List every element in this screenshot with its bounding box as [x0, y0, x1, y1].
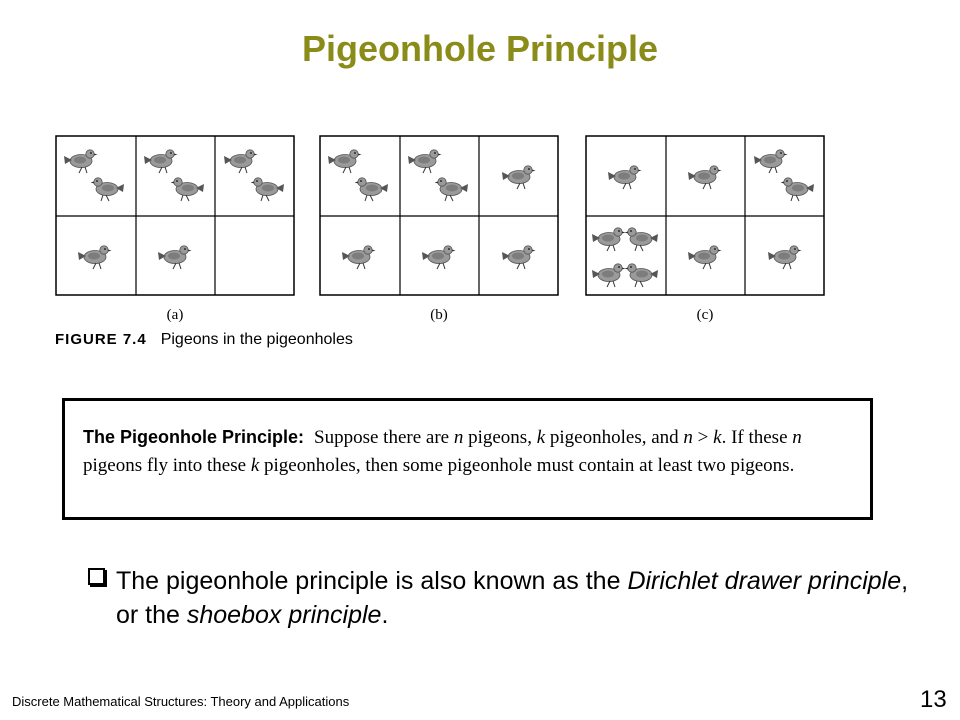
- page-number: 13: [920, 686, 947, 713]
- footer-course-title: Discrete Mathematical Structures: Theory and Applications: [12, 694, 350, 709]
- panel-label-a: (a): [166, 307, 184, 323]
- pigeonhole-grid-b: [319, 135, 559, 296]
- dirichlet-term: Dirichlet drawer principle: [627, 567, 902, 595]
- var-n: n: [683, 427, 693, 448]
- principle-text: pigeonholes, then some pigeonhole must contain at least two pigeons.: [259, 455, 795, 476]
- shoebox-term: shoebox principle: [186, 601, 382, 629]
- var-k: k: [713, 427, 722, 448]
- bullet-text: The pigeonhole principle is also known as the Dirichlet drawer principle, or the shoebox principle.: [116, 567, 909, 629]
- principle-statement: [83, 423, 863, 480]
- bullet-point: [88, 564, 928, 632]
- panel-label-c: (c): [696, 307, 714, 323]
- principle-text: Suppose there are: [314, 427, 454, 448]
- principle-box: [62, 398, 873, 520]
- pigeon-figure: [55, 135, 835, 360]
- var-k: k: [250, 455, 260, 476]
- var-n: n: [792, 427, 802, 448]
- principle-lead: The Pigeonhole Principle:: [83, 427, 305, 447]
- pigeonhole-grid-a: [55, 135, 295, 296]
- principle-text: pigeons,: [463, 427, 537, 448]
- principle-text: >: [692, 427, 714, 448]
- figure-caption-text: Pigeons in the pigeonholes: [160, 331, 353, 348]
- figure-caption: [55, 331, 353, 349]
- panel-label-b: (b): [430, 307, 448, 323]
- checkbox-bullet-icon: [88, 568, 105, 585]
- var-n: n: [453, 427, 464, 448]
- pigeonhole-grid-c: [585, 135, 825, 296]
- principle-text: pigeons fly into these: [83, 455, 251, 476]
- figure-number: FIGURE 7.4: [55, 331, 147, 348]
- var-k: k: [536, 427, 546, 448]
- principle-text: pigeonholes, and: [545, 427, 684, 448]
- principle-text: . If these: [721, 427, 793, 448]
- slide-title: Pigeonhole Principle: [301, 28, 659, 69]
